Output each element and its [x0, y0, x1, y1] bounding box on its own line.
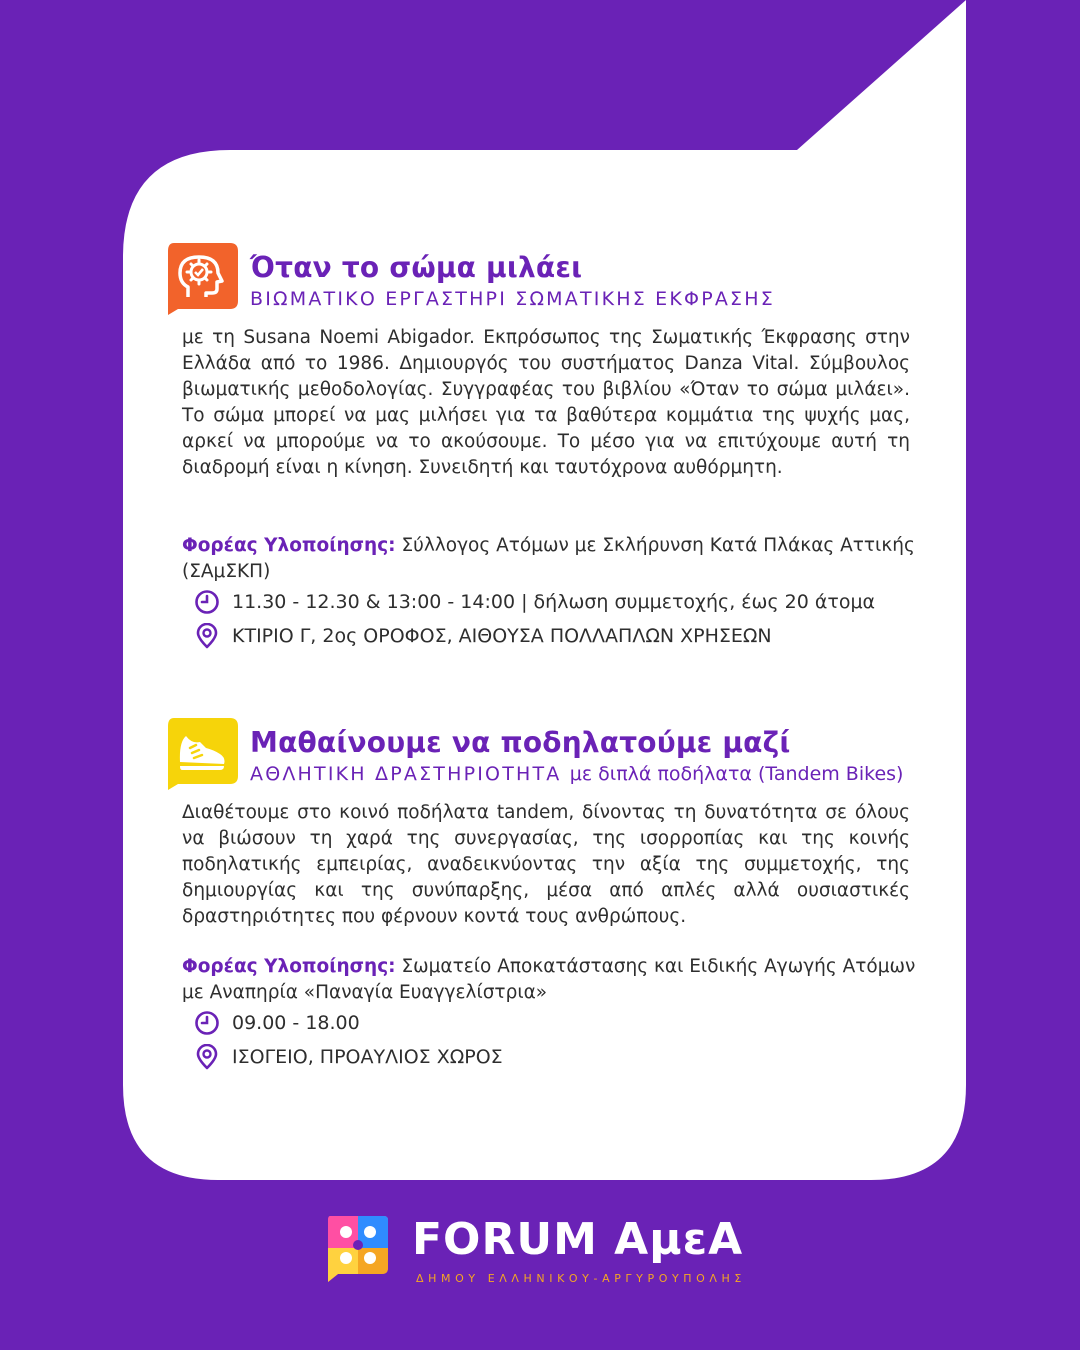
- event-subtitle: [250, 288, 775, 310]
- organizer-name: Σύλλογος Ατόμων με Σκλήρυνση Κατά Πλάκας Αττικής (ΣΑμΣΚΠ): [182, 535, 915, 582]
- event-time: [194, 1008, 360, 1038]
- brand-name: FORUM AμεA: [412, 1214, 744, 1265]
- event-subtitle-extra: με διπλά ποδήλατα (Tandem Bikes): [569, 763, 904, 785]
- brand-subtitle: ΔΗΜΟΥ ΕΛΛΗΝΙΚΟΥ-ΑΡΓΥΡΟΥΠΟΛΗΣ: [416, 1272, 746, 1285]
- event-location: [194, 1042, 503, 1072]
- event-location-text: ΙΣΟΓΕΙΟ, ΠΡΟΑΥΛΙΟΣ ΧΩΡΟΣ: [232, 1046, 503, 1068]
- event-time-text: 11.30 - 12.30 & 13:00 - 14:00 | δήλωση συμμετοχής, έως 20 άτομα: [232, 591, 876, 613]
- event-description: Διαθέτουμε στο κοινό ποδήλατα tandem, δίνοντας τη δυνατότητα σε όλους να βιώσουν τη χαρά της συνεργασίας, της ισορροπίας και της κοινής ποδηλατικής εμπειρίας, αναδεικνύοντας την αξία της συμμετοχής, της δημιουργίας και της συνύπαρξης, μέσα από απλές αλλά ουσιαστικές δραστηριότητες που φέρνουν κοντά τους ανθρώπους.: [182, 802, 910, 927]
- location-pin-icon: [194, 623, 220, 649]
- forum-logo: [324, 1210, 764, 1290]
- event-subtitle: [250, 763, 903, 785]
- clock-icon: [194, 1010, 220, 1036]
- clock-icon: [194, 589, 220, 615]
- organizer-label: Φορέας Υλοποίησης:: [182, 956, 396, 977]
- event-subtitle-main: ΒΙΩΜΑΤΙΚΟ ΕΡΓΑΣΤΗΡΙ ΣΩΜΑΤΙΚΗΣ ΕΚΦΡΑΣΗΣ: [250, 288, 775, 310]
- event-time-text: 09.00 - 18.00: [232, 1012, 360, 1034]
- location-pin-icon: [194, 1044, 220, 1070]
- event-organizer: [182, 954, 942, 1006]
- event-location-text: ΚΤΙΡΙΟ Γ, 2ος ΟΡΟΦΟΣ, ΑΙΘΟΥΣΑ ΠΟΛΛΑΠΛΩΝ ΧΡΗΣΕΩΝ: [232, 625, 772, 647]
- event-location: [194, 621, 772, 651]
- event-subtitle-main: ΑΘΛΗΤΙΚΗ ΔΡΑΣΤΗΡΙΟΤΗΤΑ: [250, 763, 562, 785]
- event-organizer: [182, 533, 942, 585]
- event-time: [194, 587, 875, 617]
- organizer-label: Φορέας Υλοποίησης:: [182, 535, 396, 556]
- head-gear-icon: [166, 243, 238, 315]
- logo-mark-icon: [324, 1212, 390, 1284]
- event-title: Μαθαίνουμε να ποδηλατούμε μαζί: [250, 726, 791, 759]
- organizer-name: Σωματείο Αποκατάστασης και Ειδικής Αγωγής Ατόμων με Αναπηρία «Παναγία Ευαγγελίστρια»: [182, 956, 916, 1003]
- event-description: με τη Susana Noemi Abigador. Εκπρόσωπος της Σωματικής Έκφρασης στην Ελλάδα από το 1986. Δημιουργός του συστήματος Danza Vital. Σύμβουλος βιωματικής μεθοδολογίας. Συγγραφέας του βιβλίου «Όταν το σώμα μιλάει». Το σώμα μπορεί να μας μιλήσει για τα βαθύτερα κομμάτια της ψυχής μας, αρκεί να μπορούμε να το ακούσουμε. Το μέσο για να επιτύχουμε αυτή τη διαδρομή είναι η κίνηση. Συνειδητή και ταυτόχρονα αυθόρμητη.: [182, 327, 910, 478]
- event-title: Όταν το σώμα μιλάει: [250, 251, 583, 284]
- sneaker-icon: [166, 718, 238, 790]
